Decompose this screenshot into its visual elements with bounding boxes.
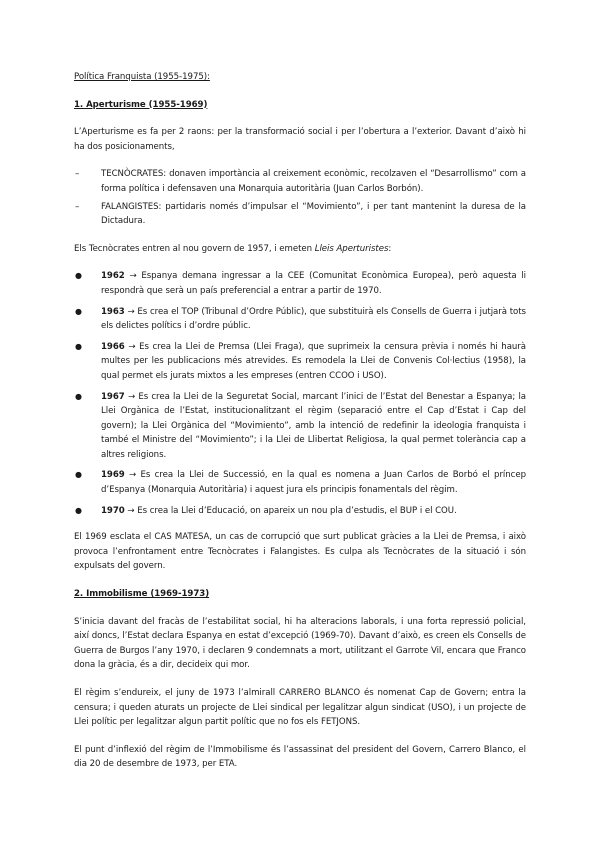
law-year: 1967 [101, 391, 125, 402]
section-heading-immobilisme [74, 587, 526, 602]
arrow-icon: → [127, 391, 136, 402]
document-title: Política Franquista (1955-1975): [74, 72, 210, 82]
law-year: 1969 [101, 470, 125, 481]
immobilisme-paragraph: S’inicia davant del fracàs de l’estabilitat social, hi ha alteracions laborals, i una forta repressió policial, així doncs, l’Estat declara Espanya en estat d’excepció (1969-70). Davant d’això, es creen els Consells de Guerra de Burgos l’any 1970, i declaren 9 condemnats a mort, utilitzant el Garrote Vil, encara que Franco dona la gràcia, és a dir, decideix qui mor. [74, 616, 526, 671]
aperturisme-intro: L’Aperturisme es fa per 2 raons: per la transformació social i per l’obertura a l’exterior. Davant d’això hi ha dos posicionaments, [74, 127, 526, 152]
arrow-icon: → [129, 470, 137, 481]
law-text: Es crea la Llei d’Educació, on apareix un nou pla d’estudis, el BUP i el COU. [137, 505, 457, 516]
laws-intro-emphasis: Lleis Aperturistes [314, 243, 389, 254]
law-item [74, 340, 526, 384]
position-item: – TECNÒCRATES: donaven importància al creixement econòmic, recolzaven el “Desarrollismo” com a forma política i defensaven una Monarquia autoritària (Juan Carlos Borbón). [74, 167, 526, 196]
laws-intro [74, 242, 526, 257]
law-text: Es crea el TOP (Tribunal d’Ordre Públic), que substituirà els Consells de Guerra i jutjarà tots els delictes polítics i d’ordre públic. [101, 306, 526, 332]
immobilisme-paragraph: El règim s’endureix, el juny de 1973 l’almirall CARRERO BLANCO és nomenat Cap de Govern; entra la censura; i queden aturats un projecte de Llei sindical per legalitzar algun sindicat (USO), i un projecte de Llei polític per legalitzar algun partit polític que no fos els FETJONS. [74, 688, 526, 728]
section-heading-aperturisme [74, 98, 526, 113]
arrow-icon: → [127, 306, 135, 317]
law-text: Es crea la Llei de Premsa (Llei Fraga), que suprimeix la censura prèvia i només hi haurà multes per les publicacions més atrevides. Es remodela la Llei de Convenis Col·lectius (1958), la qual permet els jurats mixtos a les empreses (entren CCOO i USO). [101, 341, 527, 381]
law-item [74, 269, 526, 298]
laws-list [74, 269, 526, 518]
document-body [74, 70, 526, 785]
bullet-icon: ● [75, 271, 82, 281]
law-item [74, 305, 526, 334]
section-heading-text: 2. Immobilisme (1969-1973) [74, 589, 210, 600]
bullet-icon: ● [75, 341, 82, 351]
bullet-icon: ● [75, 470, 82, 480]
positions-list [74, 167, 526, 228]
law-text: Es crea la Llei de la Seguretat Social, marcant l’inici de l’Estat del Benestar a Espanya; la Llei Orgànica de l’Estat, institucionalitzant el règim (separació entre el Cap d’Estat i Cap del govern); la Llei Orgànica del “Movimiento”, amb la intenció de redefinir la ideologia franquista i també el Ministre del “Movimiento”; i la Llei de Llibertat Religiosa, la qual permet tolerància cap a altres religions. [101, 391, 526, 460]
laws-intro-text: Els Tecnòcrates entren al nou govern de 1957, i emeten [74, 243, 313, 254]
laws-intro-colon: : [388, 243, 392, 254]
bullet-icon: ● [75, 306, 82, 316]
law-year: 1963 [101, 306, 125, 317]
bullet-icon: ● [75, 505, 82, 515]
arrow-icon: → [129, 271, 137, 282]
section-heading-text: 1. Aperturisme (1955-1969) [74, 99, 208, 110]
law-text: Espanya demana ingressar a la CEE (Comunitat Econòmica Europea), però aquesta li respondrà que serà un país preferencial a entrar a partir de 1970. [101, 271, 527, 296]
law-item [74, 390, 526, 463]
matesa-paragraph: El 1969 esclata el CAS MATESA, un cas de corrupció que surt publicat gràcies a la Llei de Premsa, i això provoca l’enfrontament entre Tecnòcrates i Falangistes. Es culpa als Tecnòcrates de la situació i són expulsats del govern. [74, 532, 526, 572]
arrow-icon: → [127, 505, 135, 516]
law-year: 1962 [101, 271, 125, 282]
law-year: 1970 [101, 505, 125, 516]
law-year: 1966 [101, 341, 125, 352]
law-item [74, 468, 526, 497]
bullet-icon: ● [75, 391, 82, 401]
immobilisme-paragraph: El punt d’inflexió del règim de l’Immobilisme és l’assassinat del president del Govern, Carrero Blanco, el dia 20 de desembre de 1973, per ETA. [74, 744, 526, 770]
law-text: Es crea la Llei de Successió, en la qual es nomena a Juan Carlos de Borbó el príncep d’Espanya (Monarquia Autoritària) i aquest jura els principis fonamentals del règim. [101, 470, 526, 496]
law-item [74, 504, 526, 519]
position-item: – FALANGISTES: partidaris només d’impulsar el “Movimiento”, i per tant mantenint la duresa de la Dictadura. [74, 200, 526, 229]
arrow-icon: → [128, 341, 136, 352]
